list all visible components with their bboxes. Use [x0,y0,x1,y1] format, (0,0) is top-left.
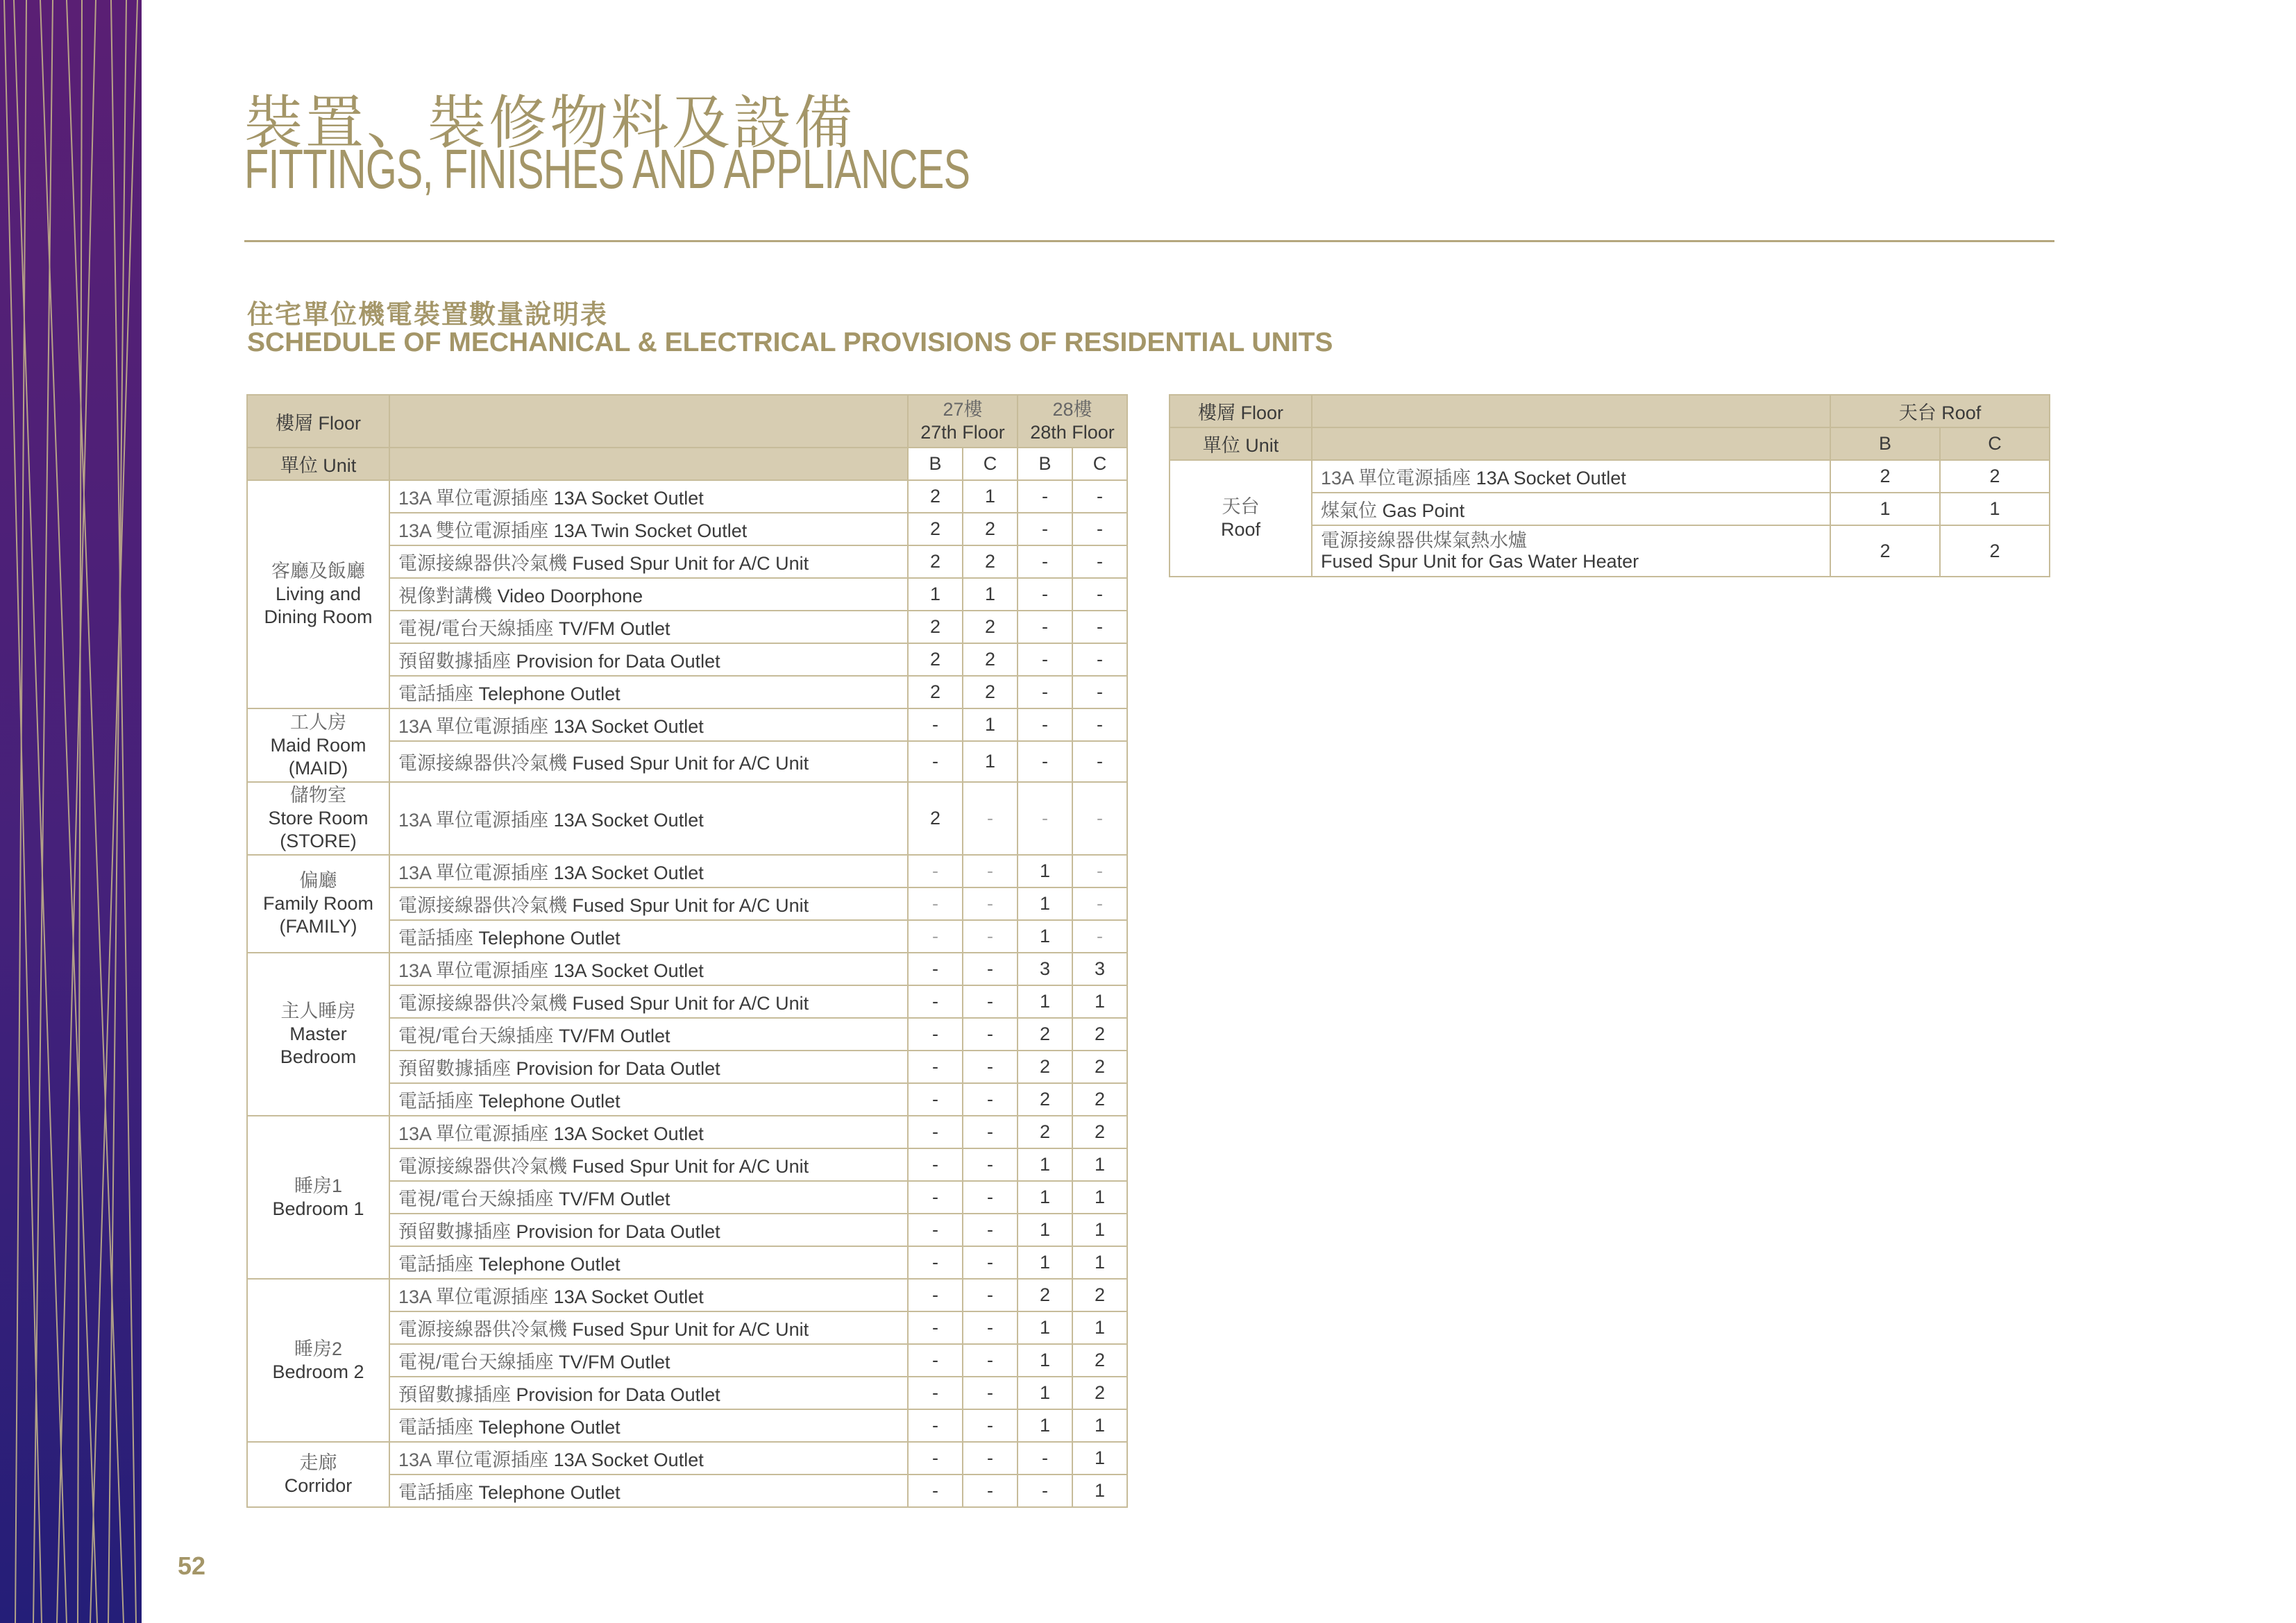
qty-cell: 2 [1072,1116,1127,1148]
item-name-en: 13A Socket Outlet [553,1286,704,1307]
qty-cell: 2 [1018,1116,1072,1148]
qty-cell: - [1018,578,1072,611]
room-name-en-line2: (STORE) [280,831,357,851]
qty-cell: - [963,1051,1018,1083]
qty-cell: - [908,1083,963,1116]
item-name-en: Telephone Outlet [478,1417,621,1438]
qty-cell: 2 [1072,1279,1127,1311]
qty-cell: - [963,1214,1018,1246]
qty-cell: 2 [1830,460,1940,493]
provisions-table-body [247,480,1127,1507]
table-row [247,1279,1127,1311]
item-name-en: TV/FM Outlet [559,1352,670,1373]
item-cell [389,1279,908,1311]
room-name-zh: 工人房 [290,711,346,733]
room-name-en: Roof [1220,519,1261,540]
qty-cell: 2 [1072,1051,1127,1083]
room-cell [247,480,389,708]
item-cell [389,887,908,920]
qty-cell: - [1072,887,1127,920]
item-cell [389,1377,908,1409]
qty-cell: - [908,1409,963,1442]
qty-cell: - [1072,643,1127,676]
item-cell [389,513,908,545]
item-name-zh: 電話插座 [398,1091,473,1112]
room-name-en-line1: Store Room [268,808,369,829]
item-name-en: Gas Point [1382,500,1465,521]
item-name-en: Fused Spur Unit for A/C Unit [572,1156,809,1177]
floor-header-cell: 樓層 Floor [247,395,389,448]
qty-cell: - [1018,643,1072,676]
qty-cell: - [963,953,1018,985]
decorative-sidebar [0,0,142,1623]
item-cell [389,1083,908,1116]
qty-cell: - [1018,513,1072,545]
item-name-zh: 預留數據插座 [398,1058,511,1079]
room-name-zh: 走廊 [299,1452,337,1473]
item-name-en: 13A Socket Outlet [553,716,704,737]
item-name-zh: 預留數據插座 [398,651,511,672]
item-cell [389,1344,908,1377]
item-name-zh: 電源接線器供冷氣機 [398,895,567,916]
item-name-en: TV/FM Outlet [559,1026,670,1046]
item-cell [1312,525,1830,577]
floor-27-en: 27th Floor [920,422,1005,443]
item-name-en: Telephone Outlet [478,683,621,704]
roof-unit-c-header: C [1940,427,2050,460]
section-subtitle-chinese: 住宅單位機電裝置數量說明表 [247,300,609,330]
qty-cell: 1 [1072,1442,1127,1475]
item-cell [1312,460,1830,493]
room-name-en-line2: Dining Room [264,606,373,627]
qty-cell: 1 [908,578,963,611]
qty-cell: 1 [1072,985,1127,1018]
room-name-en-line1: Bedroom 2 [272,1361,364,1382]
item-name-en: 13A Socket Outlet [553,863,704,883]
table-row [247,480,1127,513]
provisions-table-roof [1169,394,2050,577]
item-name-zh: 13A 單位電源插座 [398,1450,549,1470]
qty-cell: - [1072,676,1127,708]
qty-cell: - [908,1246,963,1279]
item-name-en: Telephone Outlet [478,1254,621,1275]
qty-cell: - [1018,1442,1072,1475]
item-name-en: Telephone Outlet [478,1482,621,1503]
qty-cell: 2 [1072,1018,1127,1051]
item-name-en: Fused Spur Unit for A/C Unit [572,753,809,774]
qty-cell: 2 [963,676,1018,708]
qty-cell: - [963,985,1018,1018]
room-name-zh: 天台 [1222,496,1260,517]
item-name-zh: 電源接線器供煤氣熱水爐 [1321,530,1527,551]
table-row [247,1442,1127,1475]
blank-header-cell [389,395,908,448]
room-name-en-line1: Family Room [262,893,374,914]
item-cell [389,920,908,953]
qty-cell: - [1072,578,1127,611]
item-name-zh: 電話插座 [398,1254,473,1275]
qty-cell: - [963,1148,1018,1181]
qty-cell: - [908,1018,963,1051]
item-name-en: 13A Socket Outlet [553,960,704,981]
item-cell [389,578,908,611]
room-name-zh: 偏廳 [299,870,337,891]
qty-cell: - [908,1344,963,1377]
qty-cell: 1 [1018,985,1072,1018]
qty-cell: - [963,1083,1018,1116]
roof-floor-header-cell: 樓層 Floor [1170,395,1312,427]
qty-cell: - [908,855,963,887]
qty-cell: 1 [963,708,1018,741]
item-cell [389,545,908,578]
qty-cell: 2 [1830,525,1940,577]
item-cell [389,676,908,708]
qty-cell: - [963,1246,1018,1279]
roof-blank-unit-cell [1312,427,1830,460]
qty-cell: 2 [963,513,1018,545]
item-cell [1312,493,1830,525]
qty-cell: 1 [1018,1409,1072,1442]
roof-blank-header-cell [1312,395,1830,427]
qty-cell: 1 [1830,493,1940,525]
qty-cell: - [963,1475,1018,1507]
item-name-en: 13A Twin Socket Outlet [553,520,748,541]
qty-cell: 2 [1018,1051,1072,1083]
room-cell [247,1279,389,1442]
item-name-en: 13A Socket Outlet [553,488,704,509]
qty-cell: 1 [1072,1181,1127,1214]
qty-cell: 1 [963,741,1018,782]
room-name-en-line2: (MAID) [288,757,348,779]
qty-cell: 2 [1072,1083,1127,1116]
qty-cell: - [1072,741,1127,782]
qty-cell: - [908,920,963,953]
provisions-table-27-28 [246,394,1128,1508]
item-name-zh: 電話插座 [398,683,473,704]
page-title-english: FITTINGS, FINISHES AND APPLIANCES [244,138,970,200]
table-row [247,953,1127,985]
item-name-zh: 電源接線器供冷氣機 [398,1319,567,1340]
qty-cell: - [908,1116,963,1148]
qty-cell: 1 [1072,1475,1127,1507]
qty-cell: 1 [1018,1377,1072,1409]
room-name-zh: 客廳及飯廳 [271,561,365,581]
qty-cell: - [1018,741,1072,782]
item-cell [389,643,908,676]
qty-cell: 2 [908,611,963,643]
qty-cell: 1 [1072,1311,1127,1344]
item-name-en: Fused Spur Unit for A/C Unit [572,1319,809,1340]
room-name-en-line1: Bedroom 1 [272,1198,364,1219]
qty-cell: 2 [908,782,963,855]
item-cell [389,1311,908,1344]
item-name-zh: 電話插座 [398,1417,473,1438]
unit-27b-header: B [908,448,963,480]
item-name-zh: 13A 單位電源插座 [398,1286,549,1307]
item-name-zh: 13A 單位電源插座 [398,863,549,883]
qty-cell: - [908,741,963,782]
qty-cell: 3 [1072,953,1127,985]
qty-cell: - [908,1148,963,1181]
room-name-en-line1: Master [289,1023,347,1044]
qty-cell: - [1072,920,1127,953]
qty-cell: - [908,1051,963,1083]
qty-cell: 2 [1940,460,2050,493]
item-cell [389,1409,908,1442]
room-cell [247,708,389,782]
unit-28b-header: B [1018,448,1072,480]
qty-cell: 2 [1940,525,2050,577]
table-row [247,708,1127,741]
qty-cell: 1 [1940,493,2050,525]
qty-cell: - [1018,545,1072,578]
qty-cell: 1 [1018,1148,1072,1181]
item-name-en: Telephone Outlet [478,1091,621,1112]
qty-cell: - [1072,513,1127,545]
qty-cell: - [963,782,1018,855]
item-cell [389,611,908,643]
item-name-zh: 預留數據插座 [398,1384,511,1405]
title-divider [244,240,2054,242]
item-cell [389,1246,908,1279]
qty-cell: - [1072,855,1127,887]
qty-cell: - [1018,676,1072,708]
page-number: 52 [178,1552,206,1580]
item-name-zh: 13A 單位電源插座 [398,488,549,509]
qty-cell: 2 [963,611,1018,643]
item-name-zh: 預留數據插座 [398,1221,511,1242]
floor-28-zh: 28樓 [1052,399,1092,420]
item-name-zh: 13A 雙位電源插座 [398,520,549,541]
room-name-en-line1: Maid Room [270,734,366,756]
item-name-en: Fused Spur Unit for A/C Unit [572,993,809,1014]
qty-cell: - [908,1377,963,1409]
table-row [1170,460,2050,493]
room-name-zh: 睡房2 [294,1338,343,1359]
room-cell [247,953,389,1116]
qty-cell: - [963,1279,1018,1311]
item-name-zh: 視像對講機 [398,586,492,606]
qty-cell: - [1072,480,1127,513]
qty-cell: 1 [1072,1409,1127,1442]
qty-cell: 1 [1018,1246,1072,1279]
item-name-zh: 電話插座 [398,928,473,949]
item-name-en: 13A Socket Outlet [553,1450,704,1470]
table-row [247,855,1127,887]
item-cell [389,1181,908,1214]
qty-cell: - [908,1279,963,1311]
qty-cell: 1 [963,578,1018,611]
sidebar-gold-lines [0,0,142,1623]
qty-cell: 2 [908,643,963,676]
qty-cell: 1 [963,480,1018,513]
item-name-en: 13A Socket Outlet [553,810,704,831]
item-name-en: TV/FM Outlet [559,618,670,639]
floor-27-header [908,395,1018,448]
item-name-zh: 13A 單位電源插座 [398,960,549,981]
item-name-en: Provision for Data Outlet [516,1058,720,1079]
room-name-en-line1: Living and [275,584,362,604]
item-name-zh: 13A 單位電源插座 [398,716,549,737]
qty-cell: - [963,1181,1018,1214]
qty-cell: - [963,887,1018,920]
item-name-en: Provision for Data Outlet [516,1221,720,1242]
qty-cell: - [1018,480,1072,513]
qty-cell: - [1072,708,1127,741]
qty-cell: 2 [908,676,963,708]
item-name-zh: 電視/電台天線插座 [398,1189,554,1209]
table-row [247,1116,1127,1148]
qty-cell: - [1072,782,1127,855]
qty-cell: - [1018,782,1072,855]
qty-cell: - [1018,1475,1072,1507]
item-name-zh: 電源接線器供冷氣機 [398,753,567,774]
item-name-zh: 13A 單位電源插座 [398,1123,549,1144]
item-cell [389,480,908,513]
table-row [247,782,1127,855]
qty-cell: 3 [1018,953,1072,985]
qty-cell: 2 [908,545,963,578]
qty-cell: 2 [1018,1083,1072,1116]
item-name-en: Video Doorphone [497,586,643,606]
qty-cell: - [908,1214,963,1246]
item-cell [389,1051,908,1083]
item-cell [389,741,908,782]
qty-cell: - [963,855,1018,887]
item-name-en: Fused Spur Unit for A/C Unit [572,895,809,916]
item-name-zh: 電源接線器供冷氣機 [398,553,567,574]
item-cell [389,708,908,741]
room-cell [247,1442,389,1507]
item-name-en: Telephone Outlet [478,928,621,949]
item-name-zh: 13A 單位電源插座 [1321,468,1471,488]
item-name-en: Fused Spur Unit for Gas Water Heater [1321,551,1639,572]
qty-cell: - [908,1311,963,1344]
qty-cell: - [963,1116,1018,1148]
item-cell [389,1116,908,1148]
room-name-zh: 睡房1 [294,1175,343,1196]
qty-cell: - [963,1311,1018,1344]
room-cell [247,782,389,855]
qty-cell: 2 [908,480,963,513]
qty-cell: 2 [1072,1377,1127,1409]
blank-unit-cell [389,448,908,480]
qty-cell: - [963,1018,1018,1051]
floor-27-zh: 27樓 [943,399,983,420]
qty-cell: - [908,1475,963,1507]
item-cell [389,855,908,887]
qty-cell: 2 [1072,1344,1127,1377]
page-title-chinese: 裝置、裝修物料及設備 [244,90,856,155]
qty-cell: 1 [1018,887,1072,920]
room-name-zh: 主人睡房 [280,1001,356,1021]
section-subtitle-english: SCHEDULE OF MECHANICAL & ELECTRICAL PROVISIONS OF RESIDENTIAL UNITS [247,328,1333,357]
qty-cell: 2 [1018,1018,1072,1051]
item-cell [389,782,908,855]
qty-cell: 1 [1018,1181,1072,1214]
floor-28-en: 28th Floor [1030,422,1115,443]
unit-27c-header: C [963,448,1018,480]
qty-cell: 1 [1018,1214,1072,1246]
item-name-zh: 煤氣位 [1321,500,1377,521]
qty-cell: - [908,1442,963,1475]
item-name-zh: 電源接線器供冷氣機 [398,993,567,1014]
qty-cell: - [963,1344,1018,1377]
qty-cell: 1 [1018,920,1072,953]
qty-cell: - [1018,708,1072,741]
qty-cell: 2 [963,643,1018,676]
item-name-zh: 電話插座 [398,1482,473,1503]
room-name-en-line1: Corridor [284,1475,353,1496]
item-cell [389,1148,908,1181]
qty-cell: - [963,1409,1018,1442]
qty-cell: 1 [1018,1344,1072,1377]
qty-cell: 2 [963,545,1018,578]
qty-cell: 2 [908,513,963,545]
qty-cell: - [1018,611,1072,643]
item-name-zh: 電源接線器供冷氣機 [398,1156,567,1177]
item-name-en: Fused Spur Unit for A/C Unit [572,553,809,574]
item-cell [389,985,908,1018]
item-cell [389,953,908,985]
item-name-zh: 電視/電台天線插座 [398,1352,554,1373]
qty-cell: - [963,1377,1018,1409]
room-name-en-line2: Bedroom [280,1046,357,1067]
roof-unit-b-header: B [1830,427,1940,460]
qty-cell: - [963,920,1018,953]
unit-28c-header: C [1072,448,1127,480]
item-cell [389,1475,908,1507]
item-name-en: Provision for Data Outlet [516,651,720,672]
qty-cell: 1 [1018,1311,1072,1344]
item-cell [389,1442,908,1475]
item-name-zh: 電視/電台天線插座 [398,618,554,639]
qty-cell: 2 [1018,1279,1072,1311]
unit-header-cell: 單位 Unit [247,448,389,480]
qty-cell: - [908,953,963,985]
floor-28-header [1018,395,1127,448]
room-cell-roof [1170,460,1312,577]
qty-cell: - [908,1181,963,1214]
item-name-zh: 電視/電台天線插座 [398,1026,554,1046]
qty-cell: - [908,985,963,1018]
qty-cell: 1 [1072,1246,1127,1279]
room-name-zh: 儲物室 [290,785,346,806]
room-cell [247,1116,389,1279]
item-name-en: Provision for Data Outlet [516,1384,720,1405]
qty-cell: 1 [1072,1214,1127,1246]
item-cell [389,1018,908,1051]
qty-cell: - [908,708,963,741]
item-name-en: TV/FM Outlet [559,1189,670,1209]
item-name-zh: 13A 單位電源插座 [398,810,549,831]
roof-header-cell: 天台 Roof [1830,395,2050,427]
qty-cell: 1 [1018,855,1072,887]
qty-cell: 1 [1072,1148,1127,1181]
room-cell [247,855,389,953]
item-cell [389,1214,908,1246]
qty-cell: - [1072,545,1127,578]
qty-cell: - [963,1442,1018,1475]
item-name-en: 13A Socket Outlet [553,1123,704,1144]
qty-cell: - [1072,611,1127,643]
qty-cell: - [908,887,963,920]
roof-unit-header-cell: 單位 Unit [1170,427,1312,460]
item-name-en: 13A Socket Outlet [1476,468,1626,488]
room-name-en-line2: (FAMILY) [279,916,357,937]
